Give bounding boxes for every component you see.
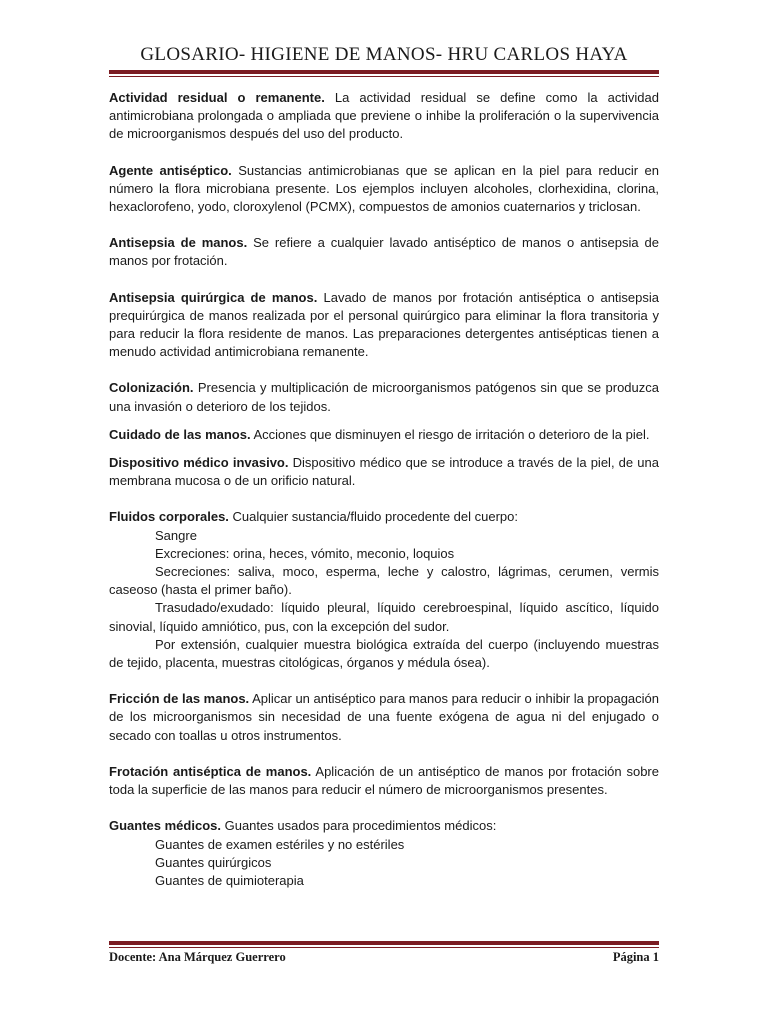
- glossary-entry-friccion-manos: [109, 690, 659, 745]
- entry-paragraph: Por extensión, cualquier muestra biológica extraída del cuerpo (incluyendo muestras de tejido, placenta, muestras citológicas, órganos y médula ósea).: [109, 636, 659, 671]
- entry-definition: Dispositivo médico que se introduce a través de la piel, de una membrana mucosa o de un orificio natural.: [109, 455, 659, 489]
- entry-subitem: Guantes de quimioterapia: [155, 872, 304, 888]
- entry-definition: Se refiere a cualquier lavado antiséptico de manos o antisepsia de manos por frotación.: [109, 235, 659, 269]
- entry-paragraph: Secreciones: saliva, moco, esperma, leche y calostro, lágrimas, cerumen, vermis caseoso (hasta el primer baño).: [109, 564, 659, 598]
- glossary-entry-antisepsia-quirurgica: [109, 289, 659, 362]
- entry-definition: Presencia y multiplicación de microorganismos patógenos sin que se produzca una invasión o deterioro de los tejidos.: [109, 380, 659, 414]
- entry-definition: Cualquier sustancia/fluido procedente del cuerpo:: [232, 509, 519, 525]
- glossary-entry-cuidado-manos: [109, 426, 659, 444]
- entry-term: Colonización.: [109, 380, 194, 396]
- entry-term: Fluidos corporales.: [109, 509, 229, 525]
- entry-paragraph: Trasudado/exudado: líquido pleural, líquido cerebroespinal, líquido ascítico, líquido sinovial, líquido amniótico, pus, con la excepción del sudor.: [109, 600, 659, 634]
- entry-definition: Guantes usados para procedimientos médicos:: [224, 818, 497, 834]
- entry-term: Cuidado de las manos.: [109, 426, 251, 442]
- footer-teacher: Docente: Ana Márquez Guerrero: [109, 950, 286, 964]
- glossary-entry-actividad-residual: [109, 89, 659, 144]
- glossary-entry-fluidos-corporales: [109, 508, 659, 672]
- entry-subitem: Guantes de examen estériles y no estériles: [155, 836, 405, 852]
- glossary-entry-colonizacion: [109, 379, 659, 415]
- glossary-content: [109, 89, 659, 890]
- page-header-title: GLOSARIO- HIGIENE DE MANOS- HRU CARLOS HAYA: [140, 44, 628, 65]
- entry-term: Agente antiséptico.: [109, 162, 232, 178]
- entry-term: Guantes médicos.: [109, 818, 221, 834]
- footer-rule-thin: [109, 947, 659, 948]
- entry-definition: La actividad residual se define como la actividad antimicrobiana prolongada o ampliada que previene o inhibe la proliferación o la supervivencia de microorganismos después del uso del producto.: [109, 90, 659, 142]
- entry-term: Antisepsia de manos.: [109, 235, 248, 251]
- glossary-entry-frotacion-antiseptica: [109, 763, 659, 799]
- entry-term: Antisepsia quirúrgica de manos.: [109, 289, 318, 305]
- entry-subitem: Excreciones: orina, heces, vómito, meconio, loquios: [155, 545, 455, 561]
- entry-term: Actividad residual o remanente.: [109, 90, 325, 105]
- entry-definition: Lavado de manos por frotación antiséptica o antisepsia prequirúrgica de manos realizada por el personal quirúrgico para eliminar la flora transitoria y para reducir la flora residente de manos. Las preparaciones detergentes antisépticas tienen a menudo actividad antimicrobiana remanente.: [109, 289, 660, 360]
- entry-term: Dispositivo médico invasivo.: [109, 455, 289, 471]
- entry-definition: Sustancias antimicrobianas que se aplican en la piel para reducir en número la flora microbiana presente. Los ejemplos incluyen alcoholes, clorhexidina, clorina, hexaclorofeno, yodo, cloroxylenol (PCMX), compuestos de amonios cuaternarios y triclosan.: [109, 162, 659, 215]
- glossary-entry-guantes-medicos: [109, 817, 659, 890]
- entry-term: Fricción de las manos.: [109, 691, 250, 707]
- entry-definition: Acciones que disminuyen el riesgo de irritación o deterioro de la piel.: [253, 426, 650, 442]
- entry-definition: Aplicación de un antiséptico de manos por frotación sobre toda la superficie de las manos para reducir el número de microorganismos presentes.: [109, 763, 659, 798]
- entry-definition: Aplicar un antiséptico para manos para reducir o inhibir la propagación de los microorganismos sin necesidad de una fuente exógena de agua ni del enjugado o secado con toallas u otros instrumentos.: [109, 691, 659, 743]
- footer-page-number: Página 1: [612, 950, 659, 964]
- footer-rule-thick: [109, 941, 659, 945]
- header-rule-thick: [109, 70, 659, 74]
- entry-subitem: Guantes quirúrgicos: [155, 854, 272, 870]
- glossary-entry-agente-antiseptico: [109, 162, 659, 217]
- glossary-entry-antisepsia-manos: [109, 234, 659, 270]
- entry-subitem: Sangre: [155, 527, 197, 543]
- header-rule-thin: [109, 76, 659, 77]
- glossary-entry-dispositivo-medico: [109, 454, 659, 490]
- entry-term: Frotación antiséptica de manos.: [109, 763, 312, 779]
